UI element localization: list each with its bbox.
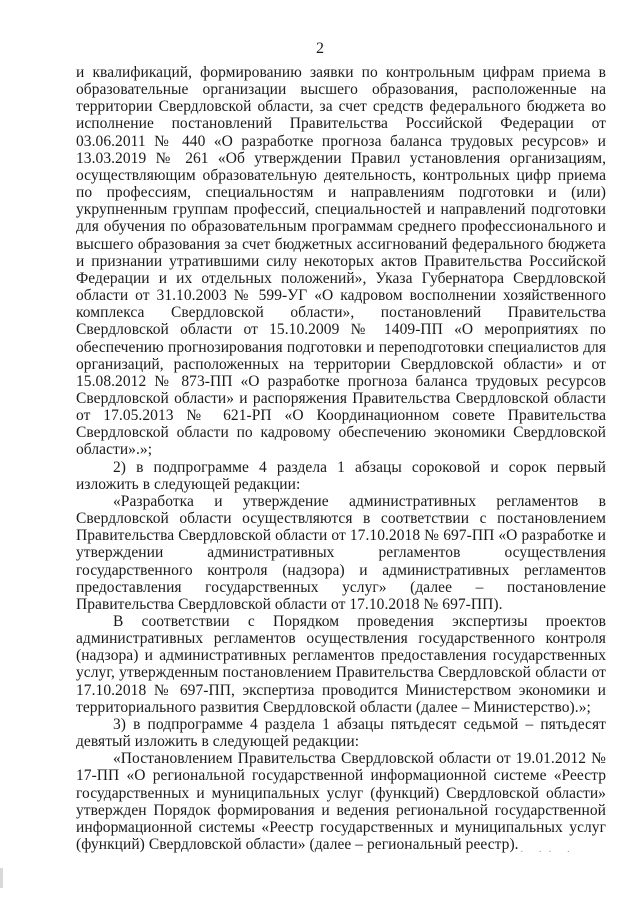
paragraph-item-3: 3) в подпрограмме 4 раздела 1 абзацы пятьдесят седьмой – пятьдесят девятый изложить в следующей редакции: bbox=[76, 715, 606, 751]
paragraph-quote-regulations: «Разработка и утверждение административных регламентов в Свердловской области осуществляются в соответствии с постановлением Правительства Свердловской области от 17.10.2018 № 697-ПП «О разработке и утверждении административных регламентов осуществления государственного контроля (надзора) и административных регламентов предоставления государственных услуг» (далее – постановление Правительства Свердловской области от 17.10.2018 № 697-ПП). bbox=[76, 492, 606, 613]
page-number: 2 bbox=[316, 40, 324, 57]
scan-artifact: · ·· · bbox=[520, 846, 577, 858]
document-body bbox=[76, 64, 606, 853]
paragraph-continuation: и квалификаций, формированию заявки по контрольным цифрам приема в образовательные организации высшего образования, расположенные на территории Свердловской области, за счет средств федерального бюджета во исполнение постановлений Правительства Российской Федерации от 03.06.2011 № 440 «О разработке прогноза баланса трудовых ресурсов» и 13.03.2019 № 261 «Об утверждении Правил установления организациям, осуществляющим образовательную деятельность, контрольных цифр приема по профессиям, специальностям и направлениям подготовки и (или) укрупненным группам профессий, специальностей и направлений подготовки для обучения по образовательным программам среднего профессионального и высшего образования за счет бюджетных ассигнований федерального бюджета и признании утратившими силу некоторых актов Правительства Российской Федерации и их отдельных положений», Указа Губернатора Свердловской области от 31.10.2003 № 599-УГ «О кадровом восполнении хозяйственного комплекса Свердловской области», постановлений Правительства Свердловской области от 15.10.2009 № 1409-ПП «О мероприятиях по обеспечению прогнозирования подготовки и переподготовки специалистов для организаций, расположенных на территории Свердловской области» и от 15.08.2012 № 873-ПП «О разработке прогноза баланса трудовых ресурсов Свердловской области» и распоряжения Правительства Свердловской области от 17.05.2013 № 621-РП «О Координационном совете Правительства Свердловской области по кадровому обеспечению экономики Свердловской области».»; bbox=[76, 64, 606, 459]
paragraph-item-2: 2) в подпрограмме 4 раздела 1 абзацы сороковой и сорок первый изложить в следующей редакции: bbox=[76, 458, 606, 493]
paragraph-expertise: В соответствии с Порядком проведения экспертизы проектов административных регламентов осуществления государственного контроля (надзора) и административных регламентов предоставления государственных услуг, утвержденным постановлением Правительства Свердловской области от 17.10.2018 № 697-ПП, экспертиза проводится Министерством экономики и территориального развития Свердловской области (далее – Министерство).»; bbox=[76, 613, 606, 716]
scan-edge-mark bbox=[0, 868, 3, 888]
paragraph-quote-registry: «Постановлением Правительства Свердловской области от 19.01.2012 № 17-ПП «О региональной государственной информационной системе «Реестр государственных и муниципальных услуг (функций) Свердловской области» утвержден Порядок формирования и ведения региональной государственной информационной системы «Реестр государственных и муниципальных услуг (функций) Свердловской области» (далее – региональный реестр). bbox=[76, 750, 606, 854]
